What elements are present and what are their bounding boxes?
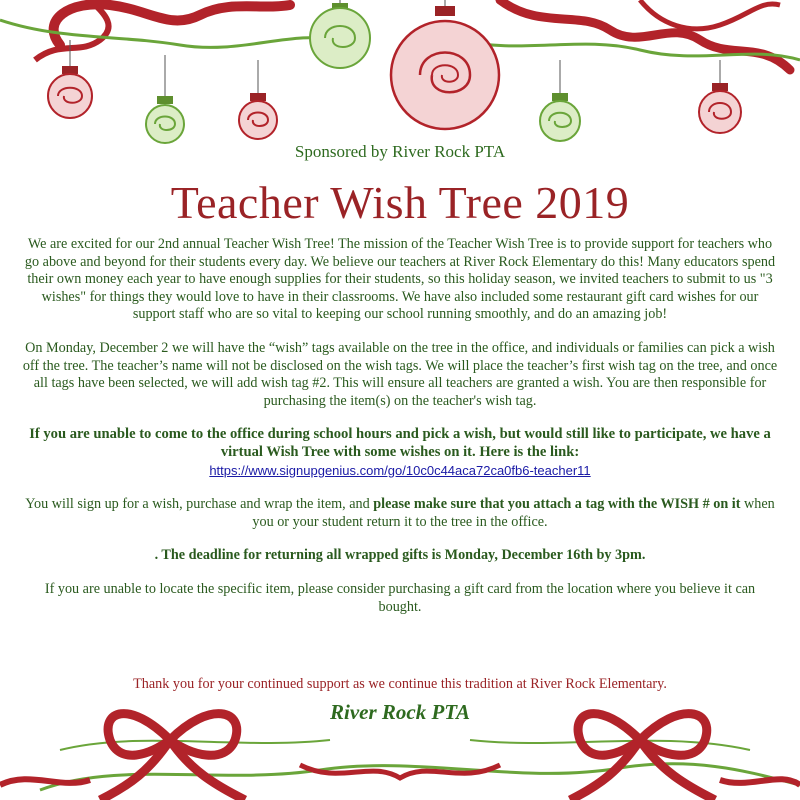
intro-paragraph: We are excited for our 2nd annual Teacher Wish Tree! The mission of the Teacher Wish Tree is to provide support for teachers who go above and beyond for their students every day. We believe our teachers at River Rock Elementary do this! Many educators spend their own money each year to have enough supplies for their students, so this holiday season, we invited teachers to submit to us "3 wishes" for things they would love to have in their classrooms. We have also included some restaurant gift card wishes for our support staff who are so vital to keeping our school running smoothly, and do an amazing job! (24, 236, 776, 323)
green-ornament-icon (146, 96, 184, 143)
signup-text-emphasis: please make sure that you attach a tag with the WISH # on it (373, 496, 741, 513)
virtual-tree-paragraph (22, 426, 778, 480)
signup-text-end: when you or your student return it to the tree in the office. (252, 496, 775, 530)
red-bow-icon (100, 714, 245, 800)
red-ornament-icon (48, 66, 92, 118)
red-ornament-icon (699, 83, 741, 133)
green-ornament-icon (540, 93, 580, 141)
ribbon-icon (720, 779, 800, 785)
virtual-tree-text: If you are unable to come to the office during school hours and pick a wish, but would still like to participate, we have a virtual Wish Tree with some wishes on it. Here is the link: (29, 426, 771, 460)
deadline-paragraph: . The deadline for returning all wrapped gifts is Monday, December 16th by 3pm. (154, 547, 646, 564)
pta-signature: River Rock PTA (330, 700, 470, 724)
sponsor-line: Sponsored by River Rock PTA (294, 142, 506, 161)
green-ornament-icon (310, 3, 370, 68)
signup-text-start: You will sign up for a wish, purchase and wrap the item, and (25, 496, 374, 513)
signup-paragraph (22, 496, 778, 531)
red-ornament-icon (391, 6, 499, 129)
red-ornament-icon (239, 93, 277, 139)
ribbon-icon (54, 4, 290, 45)
giftcard-paragraph: If you are unable to locate the specific item, please consider purchasing a gift card from the location where you believe it can bought. (44, 580, 756, 615)
red-bow-icon (570, 714, 715, 800)
signup-link[interactable]: https://www.signupgenius.com/go/10c0c44aca72ca0fb6-teacher11 (209, 462, 591, 478)
top-ornament-border (0, 0, 800, 145)
ribbon-icon (0, 779, 90, 785)
letter-body (22, 236, 778, 632)
page-title: Teacher Wish Tree 2019 (170, 177, 630, 228)
thank-you-line: Thank you for your continued support as we continue this tradition at River Rock Elementary. (133, 676, 667, 692)
ribbon-icon (640, 0, 780, 29)
tags-paragraph: On Monday, December 2 we will have the “wish” tags available on the tree in the office, and individuals or families can pick a wish off the tree. The teacher’s name will not be disclosed on the wish tags. We will place the teacher’s first wish tag on the tree, and once all tags have been selected, we will add wish tag #2. This will ensure all teachers are granted a wish. You are then responsible for purchasing the item(s) on the teacher's wish tag. (22, 339, 778, 409)
